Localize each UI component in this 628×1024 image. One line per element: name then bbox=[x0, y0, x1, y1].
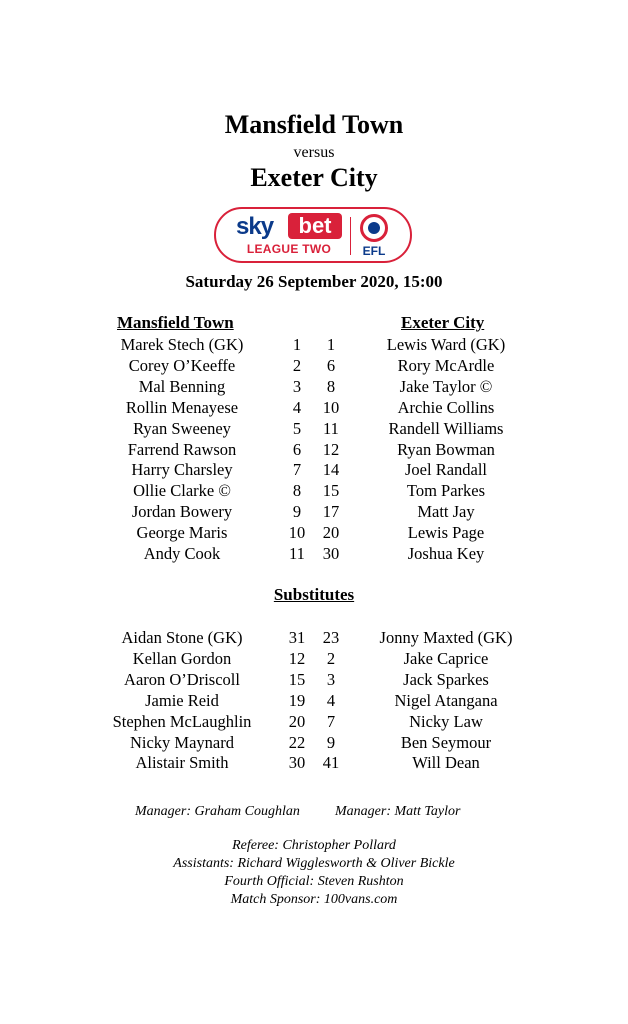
sky-bet-league-two-logo bbox=[214, 207, 412, 263]
away-player-name: Archie Collins bbox=[397, 397, 495, 417]
home-player-number: 9 bbox=[292, 502, 302, 522]
home-player-name: Harry Charsley bbox=[131, 460, 233, 480]
away-player-number: 30 bbox=[322, 544, 340, 563]
starting-row bbox=[0, 439, 628, 460]
home-player-number: 8 bbox=[292, 481, 302, 501]
away-player-name: Lewis Ward (GK) bbox=[386, 335, 506, 354]
home-player-name: Alistair Smith bbox=[135, 753, 229, 773]
logo-efl-text: EFL bbox=[362, 244, 386, 258]
home-team-header: Mansfield Town bbox=[117, 313, 234, 332]
away-player-number: 9 bbox=[326, 732, 336, 752]
home-player-name: Andy Cook bbox=[143, 544, 221, 563]
home-player-name: Stephen McLaughlin bbox=[112, 711, 252, 731]
home-player-name: Aidan Stone (GK) bbox=[121, 628, 243, 647]
starting-row bbox=[0, 543, 628, 564]
substitutes-row bbox=[0, 752, 628, 773]
away-player-name: Jake Caprice bbox=[403, 648, 489, 668]
away-player-name: Lewis Page bbox=[407, 523, 485, 543]
away-player-name: Ben Seymour bbox=[400, 732, 492, 752]
away-player-number: 2 bbox=[326, 648, 336, 668]
assistants: Assistants: Richard Wigglesworth & Oliver Bickle bbox=[173, 856, 455, 871]
home-team-title: Mansfield Town bbox=[224, 110, 404, 139]
fourth-official: Fourth Official: Steven Rushton bbox=[224, 874, 404, 889]
logo-sky-text: sky bbox=[236, 213, 274, 240]
home-player-number: 4 bbox=[292, 397, 302, 417]
home-player-number: 10 bbox=[288, 523, 306, 543]
substitutes-row bbox=[0, 669, 628, 690]
home-player-number: 31 bbox=[288, 628, 306, 647]
away-player-number: 17 bbox=[322, 502, 340, 522]
away-player-number: 14 bbox=[322, 460, 340, 480]
match-sponsor: Match Sponsor: 100vans.com bbox=[230, 892, 398, 907]
away-manager: Manager: Matt Taylor bbox=[335, 804, 461, 819]
logo-divider bbox=[350, 217, 351, 255]
home-player-number: 3 bbox=[292, 376, 302, 396]
away-player-number: 1 bbox=[326, 335, 336, 354]
versus-text: versus bbox=[293, 144, 335, 161]
starting-row bbox=[0, 355, 628, 376]
away-player-number: 4 bbox=[326, 690, 336, 710]
away-player-number: 7 bbox=[326, 711, 336, 731]
home-player-name: Marek Stech (GK) bbox=[120, 335, 244, 354]
substitutes-header bbox=[0, 585, 628, 605]
referee: Referee: Christopher Pollard bbox=[232, 838, 396, 853]
away-player-number: 6 bbox=[326, 355, 336, 375]
away-player-number: 3 bbox=[326, 669, 336, 689]
home-player-number: 7 bbox=[292, 460, 302, 480]
substitutes-header-text: Substitutes bbox=[273, 585, 355, 604]
substitutes-row bbox=[0, 732, 628, 753]
substitutes-row bbox=[0, 690, 628, 711]
starting-row bbox=[0, 522, 628, 543]
home-player-name: George Maris bbox=[136, 523, 228, 543]
home-player-name: Nicky Maynard bbox=[129, 732, 234, 752]
away-player-number: 11 bbox=[323, 418, 339, 438]
away-team-header: Exeter City bbox=[401, 313, 485, 332]
away-player-name: Rory McArdle bbox=[397, 355, 495, 375]
away-player-name: Jake Taylor © bbox=[399, 376, 493, 396]
efl-badge-icon bbox=[360, 214, 388, 242]
home-manager: Manager: Graham Coughlan bbox=[135, 804, 300, 819]
away-player-name: Nigel Atangana bbox=[394, 690, 498, 710]
home-player-name: Ryan Sweeney bbox=[133, 418, 231, 438]
away-player-name: Ryan Bowman bbox=[397, 439, 495, 459]
starting-row bbox=[0, 397, 628, 418]
home-player-name: Jamie Reid bbox=[145, 690, 219, 710]
away-player-number: 41 bbox=[322, 753, 340, 773]
home-player-number: 5 bbox=[292, 418, 302, 438]
away-player-name: Joel Randall bbox=[404, 460, 488, 480]
away-player-name: Joshua Key bbox=[407, 544, 485, 563]
home-player-number: 12 bbox=[288, 648, 306, 668]
home-player-number: 22 bbox=[288, 732, 306, 752]
home-player-name: Corey O’Keeffe bbox=[128, 355, 236, 375]
substitutes-row bbox=[0, 627, 628, 648]
home-player-name: Rollin Menayese bbox=[125, 397, 239, 417]
substitutes-row bbox=[0, 711, 628, 732]
away-player-number: 20 bbox=[322, 523, 340, 543]
match-date: Saturday 26 September 2020, 15:00 bbox=[185, 272, 443, 291]
away-player-number: 23 bbox=[322, 628, 340, 647]
away-player-name: Will Dean bbox=[412, 753, 480, 773]
home-player-number: 15 bbox=[288, 669, 306, 689]
home-player-name: Jordan Bowery bbox=[131, 502, 233, 522]
away-player-number: 12 bbox=[322, 439, 340, 459]
logo-bet-text: bet bbox=[288, 213, 342, 239]
home-player-name: Ollie Clarke © bbox=[133, 481, 231, 501]
starting-row bbox=[0, 480, 628, 501]
home-player-number: 2 bbox=[292, 355, 302, 375]
away-player-name: Tom Parkes bbox=[406, 481, 486, 501]
home-player-name: Aaron O’Driscoll bbox=[124, 669, 240, 689]
home-player-number: 20 bbox=[288, 711, 306, 731]
home-player-number: 30 bbox=[288, 753, 306, 773]
starting-row bbox=[0, 334, 628, 355]
starting-row bbox=[0, 459, 628, 480]
home-player-name: Kellan Gordon bbox=[132, 648, 232, 668]
home-player-number: 19 bbox=[288, 690, 306, 710]
away-team-title: Exeter City bbox=[250, 163, 378, 192]
home-player-name: Mal Benning bbox=[138, 376, 226, 396]
home-player-name: Farrend Rawson bbox=[127, 439, 237, 459]
home-player-number: 11 bbox=[289, 544, 305, 563]
away-player-number: 10 bbox=[322, 397, 340, 417]
starting-row bbox=[0, 501, 628, 522]
away-player-name: Matt Jay bbox=[417, 502, 475, 522]
away-player-number: 8 bbox=[326, 376, 336, 396]
home-player-number: 1 bbox=[292, 335, 302, 354]
starting-row bbox=[0, 376, 628, 397]
substitutes-row bbox=[0, 648, 628, 669]
logo-league-text: LEAGUE TWO bbox=[246, 242, 332, 256]
starting-row bbox=[0, 418, 628, 439]
away-player-name: Nicky Law bbox=[409, 711, 483, 731]
away-player-name: Jack Sparkes bbox=[403, 669, 489, 689]
away-player-name: Randell Williams bbox=[388, 418, 504, 438]
away-player-number: 15 bbox=[322, 481, 340, 501]
home-player-number: 6 bbox=[292, 439, 302, 459]
away-player-name: Jonny Maxted (GK) bbox=[379, 628, 513, 647]
